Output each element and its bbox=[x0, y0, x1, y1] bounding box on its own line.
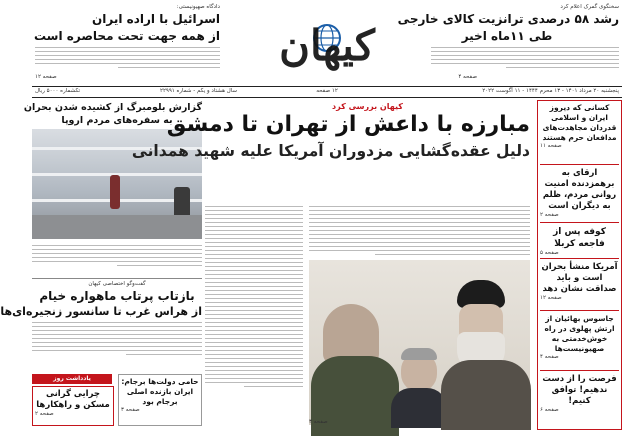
dateline: پنجشنبه ۲۰ مرداد ۱۴۰۱ - ۱۳ محرم ۱۴۴۴ - ۱۱ آگوست ۲۰۲۲ bbox=[482, 88, 619, 94]
dateline-rule-bottom bbox=[32, 97, 622, 98]
floor bbox=[32, 215, 202, 239]
person-middle-hair bbox=[401, 348, 437, 360]
main-subheadline: دلیل عقده‌گشایی مزدوران آمریکا علیه شهید همدانی bbox=[131, 142, 530, 160]
masthead bbox=[27, 0, 627, 86]
right-item-title: ارقای به برهمزدنده امنیت روانی مردم، ظلم به دیگران است bbox=[542, 168, 617, 211]
right-item-page: صفحه ۱۲ bbox=[540, 295, 562, 301]
jcpoa-page-ref: صفحه ۳ bbox=[121, 407, 140, 413]
right-item[interactable] bbox=[540, 103, 619, 165]
housing-page-ref: صفحه ۲ bbox=[35, 411, 54, 417]
khayyam-text bbox=[32, 322, 202, 358]
main-text-left bbox=[205, 206, 303, 390]
khayyam-headline: بازتاب پرتاب ماهواره خیام bbox=[39, 289, 195, 303]
price: تکشماره ۵۰۰۰ ریال bbox=[35, 88, 81, 94]
right-item[interactable] bbox=[540, 223, 619, 259]
notes-box-housing[interactable] bbox=[32, 386, 114, 426]
right-item-title: کوفه پس از فاجعه کربلا bbox=[553, 227, 606, 249]
right-item-title: فرصت را از دست ندهیم! توافق کنیم! bbox=[542, 374, 617, 406]
housing-title: چرایی گرانی مسکن و راهکارها bbox=[36, 389, 110, 410]
shopper-figure bbox=[110, 175, 120, 209]
bloomberg-title-2: به سفره‌های مردم اروپا bbox=[61, 115, 173, 126]
right-item-page: صفحه ۱۱ bbox=[540, 143, 562, 149]
top-right-page-ref: صفحه ۴ bbox=[458, 74, 477, 80]
page-count: ۱۲ صفحه bbox=[316, 88, 338, 94]
notes-box-jcpoa[interactable] bbox=[118, 374, 202, 426]
dateline-rule-top bbox=[32, 86, 622, 87]
jcpoa-title: حامی دولت‌ها برجام: ایران بازنده اصلی برجام بود bbox=[121, 377, 199, 406]
left-divider bbox=[32, 278, 202, 279]
main-kicker: کیهان بررسی کرد bbox=[332, 102, 403, 111]
right-item-title: آمریکا منشأ بحران است و باید صداقت نشان دهد bbox=[541, 262, 618, 294]
top-left-headline-2: از همه جهت تحت محاصره است bbox=[33, 29, 220, 43]
right-item-page: صفحه ۴ bbox=[540, 354, 559, 360]
khayyam-kicker: گفت‌وگو اختصاصی کیهان bbox=[88, 281, 146, 287]
notes-label: یادداشت روز bbox=[32, 374, 112, 384]
logo-text: کیهان bbox=[279, 21, 375, 70]
top-left-page-ref: صفحه ۱۲ bbox=[35, 74, 57, 80]
person-right-robe bbox=[441, 360, 531, 430]
main-text-top bbox=[309, 206, 530, 258]
top-left-headline: اسرائیل با اراده ایران bbox=[92, 12, 220, 26]
top-left-kicker: دادگاه صهیونیستی: bbox=[176, 4, 220, 10]
issue-number: سال هشتاد و یکم - شماره ۲۲۹۹۱ bbox=[159, 88, 237, 94]
right-item[interactable] bbox=[540, 259, 619, 311]
right-column-items bbox=[540, 103, 619, 421]
right-item-page: صفحه ۲ bbox=[540, 212, 559, 218]
top-right-kicker: سخنگوی گمرک اعلام کرد bbox=[560, 4, 619, 10]
right-item[interactable] bbox=[540, 165, 619, 223]
logo bbox=[237, 8, 417, 74]
right-item[interactable] bbox=[540, 371, 619, 421]
top-right-headline: رشد ۵۸ درصدی ترانزیت کالای خارجی bbox=[397, 12, 619, 26]
person-middle-body bbox=[391, 388, 447, 428]
bloomberg-text bbox=[32, 245, 202, 269]
top-right-summary bbox=[431, 47, 619, 71]
person-left bbox=[323, 304, 379, 364]
right-item[interactable] bbox=[540, 311, 619, 371]
right-item-page: صفحه ۵ bbox=[540, 250, 559, 256]
right-item-page: صفحه ۶ bbox=[540, 407, 559, 413]
right-item-title: جاسوس بهائیان از ارتش پهلوی در راه خوش‌خدمتی به صهیونیست‌ها bbox=[544, 314, 615, 353]
bloomberg-title: گزارش بلومبرگ از کشیده شدن بحران bbox=[23, 102, 202, 113]
main-headline: مبارزه با داعش از تهران تا دمشق bbox=[166, 112, 530, 137]
khayyam-headline-2: از هراس غرب تا سانسور زنجیره‌ای‌ها bbox=[0, 305, 202, 318]
right-item-title: کسانی که دیروز ایران و اسلامی قدردان مجاهدت‌های مدافعان حرم هستند bbox=[542, 103, 617, 142]
main-photo bbox=[309, 260, 530, 425]
top-right-headline-2: طی ۱۱ماه اخیر bbox=[461, 29, 553, 43]
top-left-summary bbox=[35, 47, 220, 71]
main-page-ref: صفحه ۳ bbox=[309, 419, 328, 425]
